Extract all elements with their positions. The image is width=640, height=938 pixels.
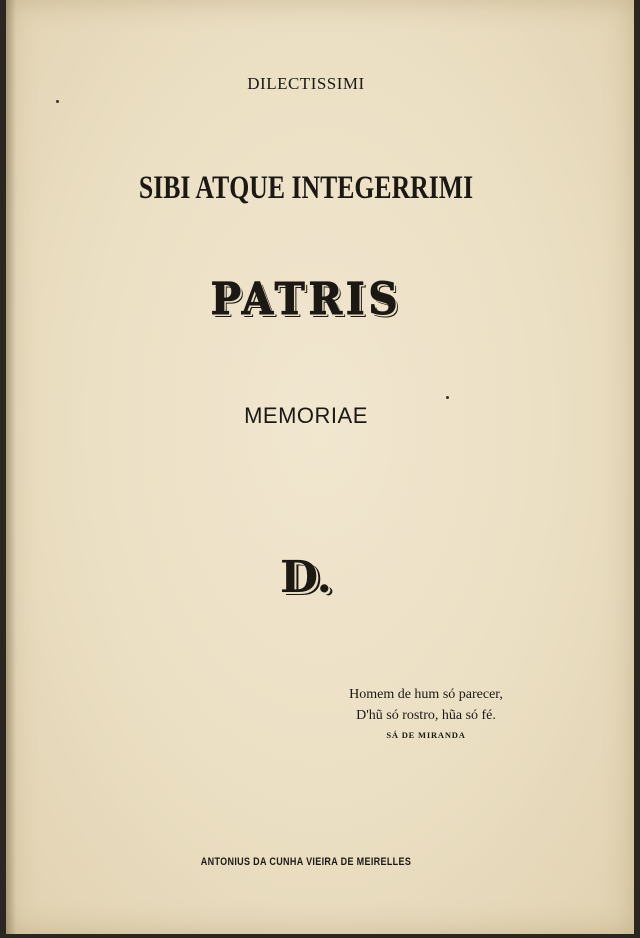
dedication-text: DILECTISSIMI: [247, 74, 365, 93]
dedication-initial: D.: [280, 552, 332, 603]
author-signature: ANTONIUS DA CUNHA VIEIRA DE MEIRELLES: [200, 856, 412, 868]
patris-title: PATRIS: [210, 274, 402, 325]
epigraph-author: SÁ DE MIRANDA: [386, 730, 466, 740]
epigraph-line-1: Homem de hum só parecer,: [349, 687, 503, 702]
epigraph-line-2: D'hũ só rostro, hũa só fé.: [356, 708, 496, 723]
epigraph: [326, 684, 526, 742]
dedication-heading: SIBI ATQUE INTEGERRIMI: [138, 170, 474, 206]
memoriae-text: MEMORIAE: [244, 403, 368, 428]
page-binding-shadow: [6, 0, 16, 934]
ink-speck: [446, 396, 449, 399]
ink-speck: [56, 100, 59, 103]
book-page: [6, 0, 634, 934]
